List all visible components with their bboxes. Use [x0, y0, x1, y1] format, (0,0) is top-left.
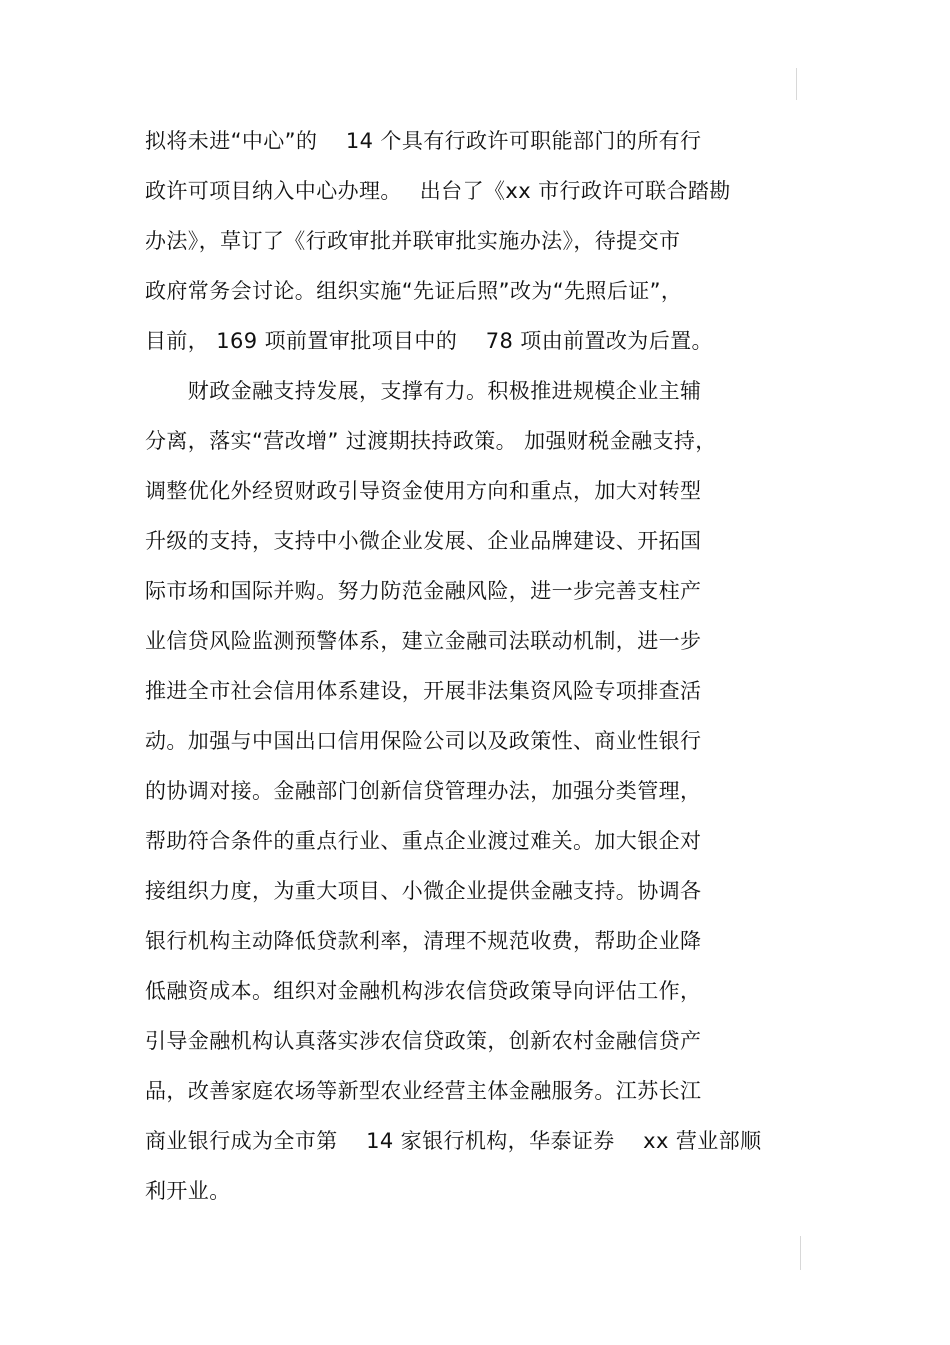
text-line: 业信贷风险监测预警体系，建立金融司法联动机制，进一步 [145, 629, 702, 653]
page-corner-mark-top [796, 68, 797, 100]
text-line: 帮助符合条件的重点行业、重点企业渡过难关。加大银企对 [145, 829, 702, 853]
text-line: 政许可项目纳入中心办理。 出台了《xx 市行政许可联合踏勘 [145, 179, 731, 203]
page-corner-mark-bottom [800, 1236, 801, 1270]
text-line: 拟将未进“中心”的 14 个具有行政许可职能部门的所有行 [145, 129, 702, 153]
text-line: 动。加强与中国出口信用保险公司以及政策性、商业性银行 [145, 729, 702, 753]
text-line: 办法》，草订了《行政审批并联审批实施办法》，待提交市 [145, 229, 681, 253]
text-line: 的协调对接。金融部门创新信贷管理办法，加强分类管理， [145, 779, 702, 803]
text-line: 品，改善家庭农场等新型农业经营主体金融服务。江苏长江 [145, 1079, 702, 1103]
text-line: 银行机构主动降低贷款利率，清理不规范收费，帮助企业降 [145, 929, 702, 953]
text-line: 分离，落实“营改增” 过渡期扶持政策。 加强财税金融支持， [145, 429, 717, 453]
text-line: 政府常务会讨论。组织实施“先证后照”改为“先照后证”， [145, 279, 683, 303]
text-line: 升级的支持，支持中小微企业发展、企业品牌建设、开拓国 [145, 529, 702, 553]
text-line: 引导金融机构认真落实涉农信贷政策，创新农村金融信贷产 [145, 1029, 702, 1053]
text-line: 推进全市社会信用体系建设，开展非法集资风险专项排查活 [145, 679, 702, 703]
text-line: 利开业。 [145, 1179, 231, 1203]
text-line: 低融资成本。组织对金融机构涉农信贷政策导向评估工作， [145, 979, 702, 1003]
text-line: 调整优化外经贸财政引导资金使用方向和重点，加大对转型 [145, 479, 702, 503]
text-line: 接组织力度，为重大项目、小微企业提供金融支持。协调各 [145, 879, 702, 903]
text-line: 商业银行成为全市第 14 家银行机构，华泰证券 xx 营业部顺 [145, 1129, 762, 1153]
text-line: 际市场和国际并购。努力防范金融风险，进一步完善支柱产 [145, 579, 702, 603]
text-line: 目前， 169 项前置审批项目中的 78 项由前置改为后置。 [145, 329, 713, 353]
paragraph-start-line: 财政金融支持发展，支撑有力。积极推进规模企业主辅 [145, 379, 702, 403]
